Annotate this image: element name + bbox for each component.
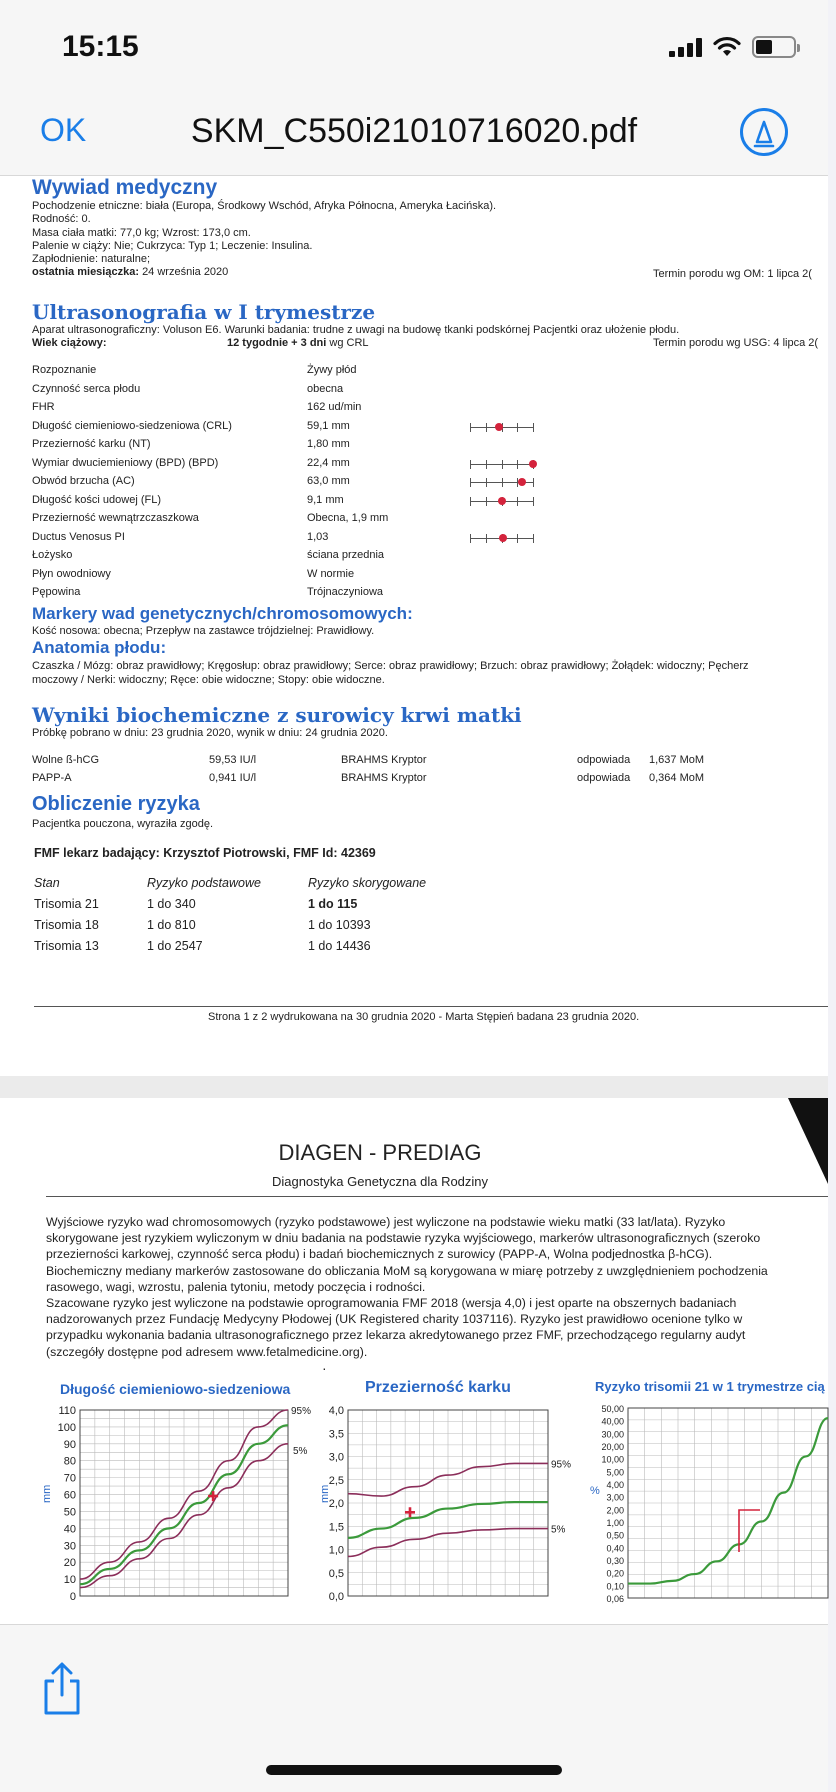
pdf-page-1: Wywiad medyczny Pochodzenie etniczne: biała (Europa, Środkowy Wschód, Afryka Północna, Ameryka Łacińska). Rodność: 0. Masa ciała matki: 77,0 kg; Wzrost: 173,0 cm. Palenie w ciąży: Nie; Cukrzyca: Typ 1; Leczenie: Insulina. Zapłodnienie: naturalne; ostatnia miesiączka: 24 września 2020 Termin porodu wg OM: 1 lipca 2( Ultrasonografia w I trymestrze Aparat ultrasonograficzny: Voluson E6. Warunki badania: trudne z uwagi na budowę tkanki podskórnej Pacjentki oraz ułożenie płodu. Wiek ciążowy: 12 tygodnie + 3 dni wg CRL Termin porodu wg USG: 4 lipca 2( Rozpoznanie Żywy płód Czynność serca płodu obecna FHR 162 ud/min Długość ciemieniowo-siedzeniowa (CRL) 59,1 mm Przezierność karku (NT) 1,80 mm Wymiar dwuciemieniowy (BPD) (BPD) 22,4 mm Obwód brzucha (AC) 63,0 mm Długość kości udowej (FL) 9,1 mm Przezierność wewnątrzczaszkowa Obecna, 1,9 mm Ductus Venosus PI 1,03 Łożysko ściana przednia Płyn owodniowy W normie Pępowina Trójnaczyniowa Markery wad genetycznych/chromosomowych: Kość nosowa: obecna; Przepływ na zastawce trójdzielnej: Prawidłowy. Anatomia płodu: Czaszka / Mózg: obraz prawidłowy; Kręgosłup: obraz prawidłowy; Serce: obraz prawidłowy; Brzuch: obraz prawidłowy; Żołądek: widoczny; Pęcherz moczowy / Nerki: widoczny; Ręce: obie widoczne; Stopy: obie widoczne. Wyniki biochemiczne z surowicy krwi matki Próbkę pobrano w dniu: 23 grudnia 2020, wynik w dniu: 24 grudnia 2020. Wolne ß-hCG 59,53 IU/l BRAHMS Kryptor odpowiada 1,637 MoM PAPP-A 0,941 IU/l BRAHMS Kryptor odpowiada 0,364 MoM Obliczenie ryzyka Pacjentka pouczona, wyraziła zgodę. FMF lekarz badający: Krzysztof Piotrowski, FMF Id: 42369 Stan Ryzyko podstawowe Ryzyko skorygowane Trisomia 21 1 do 340 1 do 115 Trisomia 18 1 do 810 1 do 10393 Trisomia 13 1 do 2547 1 do 14436 Strona 1 z 2 wydrukowana na 30 grudnia 2020 - Marta Stępień badana 23 grudnia 2020. xyxy=(0,176,828,1076)
pdf-page-2 xyxy=(0,1098,828,1658)
section-title-usg: Ultrasonografia w I trymestrze xyxy=(32,300,376,324)
chart-title-crl: Długość ciemieniowo-siedzeniowa xyxy=(60,1381,291,1397)
finding-value: 1,03 xyxy=(307,530,329,543)
percentile-marker xyxy=(518,478,526,486)
corner-mark xyxy=(788,1098,828,1184)
gestational-age-value: 12 tygodnie + 3 dni wg CRL xyxy=(227,337,369,349)
y-tick-label: 1,0 xyxy=(328,1544,344,1557)
series-label: 95% xyxy=(551,1459,572,1471)
y-tick-label: 110 xyxy=(58,1405,76,1417)
lab-name: DIAGEN - PREDIAG xyxy=(278,1140,482,1165)
risk-explanation: Wyjściowe ryzyko wad chromosomowych (ryzyko podstawowe) jest wyliczone na podstawie wieku matki (33 lat/lata). Ryzyko skorygowane jest ryzykiem wyliczonym w dniu badania na podstawie ryzyka wyjściowego, markerów ultrasonograficznych (szeroko przezierności karkowej, czynność serca płodu) i badań biochemicznych z surowicy (PAPP-A, Wolna podjednostka β-hCG). Biochemiczny mediany markerów zastosowane do obliczania MoM są korygowana w miarę potrzeby z uwzględnieniem pochodzenia rasowego, wagi, wzrostu, palenia tytoniu, metody poczęcia i rodności. Szacowane ryzyko jest wyliczone na podstawie oprogramowania FMF 2018 (wersja 4,0) i jest oparte na obszernych badaniach nadzorowanych przez Fundację Medycyny Płodowej (UK Registered charity 1037116). Ryzyko jest prawidłowo ocenione tylko w przypadku wykonania badania ultrasonograficznego przez lekarza akredytowanego przez FMF, przechodzącego regularny audyt (szczegóły dostępne pod adresem www.fetalmedicine.org). xyxy=(46,1215,768,1359)
y-tick-label: 40,00 xyxy=(601,1416,624,1427)
finding-value: Trójnaczyniowa xyxy=(307,586,384,598)
table-row xyxy=(32,568,812,586)
finding-value: 63,0 mm xyxy=(307,475,350,487)
percentile-marker xyxy=(495,423,503,431)
y-tick-label: 3,0 xyxy=(328,1451,344,1464)
chart-title-t21: Ryzyko trisomii 21 w 1 trymestrze cią xyxy=(595,1379,825,1394)
last-period-value: 24 września 2020 xyxy=(142,266,229,278)
bio-row: PAPP-A 0,941 IU/l BRAHMS Kryptor odpowiada 0,364 MoM xyxy=(32,772,705,784)
y-tick-label: 20 xyxy=(63,1557,76,1570)
y-tick-label: 4,00 xyxy=(606,1480,624,1490)
y-tick-label: 1,00 xyxy=(606,1518,624,1528)
finding-value: 9,1 mm xyxy=(307,493,344,506)
finding-value: obecna xyxy=(307,382,344,395)
y-tick-label: 2,5 xyxy=(328,1474,344,1487)
stray-mark: · xyxy=(322,1360,327,1376)
percentile-scale xyxy=(470,464,534,465)
y-tick-label: 0,10 xyxy=(606,1581,624,1592)
crl-chart xyxy=(40,1398,330,1603)
due-date-om: Termin porodu wg OM: 1 lipca 2( xyxy=(653,268,812,280)
percentile-scale xyxy=(470,427,534,428)
y-tick-label: 10,00 xyxy=(601,1454,624,1465)
finding-value: Żywy płód xyxy=(307,364,357,376)
footer-rule xyxy=(34,1006,828,1007)
y-tick-label: 90 xyxy=(63,1438,76,1451)
finding-label: Wymiar dwuciemieniowy (BPD) (BPD) xyxy=(32,456,219,469)
y-tick-label: 30,00 xyxy=(601,1429,624,1440)
percentile-scale xyxy=(470,538,534,539)
y-tick-label: 0,20 xyxy=(606,1568,624,1579)
percentile-marker xyxy=(529,460,537,468)
section-title-markery: Markery wad genetycznych/chromosomowych: xyxy=(32,604,413,623)
y-tick-label: 2,00 xyxy=(606,1505,624,1516)
y-tick-label: 0,40 xyxy=(606,1543,624,1554)
finding-label: Pępowina xyxy=(32,586,81,598)
table-row xyxy=(32,420,812,438)
y-tick-label: 1,5 xyxy=(328,1521,344,1534)
bio-row: Wolne ß-hCG 59,53 IU/l BRAHMS Kryptor odpowiada 1,637 MoM xyxy=(32,754,705,766)
wifi-icon xyxy=(712,36,742,58)
y-tick-label: 0,0 xyxy=(328,1591,344,1603)
markup-pen-icon[interactable] xyxy=(740,108,788,156)
anatomia-line-1: Czaszka / Mózg: obraz prawidłowy; Kręgosłup: obraz prawidłowy; Serce: obraz prawidłowy; Brzuch: obraz prawidłowy; Żołądek: widoczny; Pęcherz xyxy=(32,660,749,672)
y-tick-label: 30 xyxy=(63,1540,76,1553)
y-tick-label: 100 xyxy=(57,1421,76,1434)
navigation-bar xyxy=(0,100,828,176)
cellular-signal-icon xyxy=(669,37,702,57)
markery-line: Kość nosowa: obecna; Przepływ na zastawce trójdzielnej: Prawidłowy. xyxy=(32,625,375,637)
series-label: 5% xyxy=(551,1524,566,1536)
y-tick-label: 0,5 xyxy=(328,1567,344,1580)
y-tick-label: 4,0 xyxy=(328,1405,344,1417)
chart-title-nt: Przezierność karku xyxy=(365,1379,511,1396)
status-time: 15:15 xyxy=(62,30,139,63)
y-tick-label: 60 xyxy=(63,1489,76,1502)
t21-risk-chart xyxy=(576,1398,828,1604)
risk-marker xyxy=(739,1510,760,1552)
finding-label: Obwód brzucha (AC) xyxy=(32,475,135,487)
section-title-wywiad: Wywiad medyczny xyxy=(32,176,218,199)
sample-date-line: Próbkę pobrano w dniu: 23 grudnia 2020, wynik w dniu: 24 grudnia 2020. xyxy=(32,727,388,739)
section-title-anatomia: Anatomia płodu: xyxy=(32,638,167,657)
percentile-marker xyxy=(498,497,506,505)
bottom-toolbar xyxy=(0,1624,828,1792)
gestational-age-label: Wiek ciążowy: xyxy=(32,337,107,349)
table-row xyxy=(32,401,812,419)
y-tick-label: 20,00 xyxy=(601,1442,624,1452)
table-row xyxy=(32,364,812,382)
finding-label: Czynność serca płodu xyxy=(32,382,141,395)
y-tick-label: 50,00 xyxy=(601,1404,624,1414)
finding-value: Obecna, 1,9 mm xyxy=(307,512,389,524)
y-tick-label: 0,06 xyxy=(606,1594,624,1604)
y-tick-label: 50 xyxy=(63,1506,76,1519)
table-row xyxy=(32,438,812,456)
y-tick-label: 3,5 xyxy=(328,1428,344,1441)
text-line: Zapłodnienie: naturalne; xyxy=(32,253,151,265)
y-tick-label: 0,30 xyxy=(606,1556,624,1566)
home-indicator[interactable] xyxy=(266,1765,562,1775)
ok-button[interactable]: OK xyxy=(40,112,87,148)
table-row xyxy=(32,457,812,475)
table-row xyxy=(32,475,812,493)
y-tick-label: 40 xyxy=(63,1523,76,1536)
percentile-scale xyxy=(470,501,534,502)
table-row xyxy=(32,586,812,604)
status-bar xyxy=(0,0,828,100)
finding-label: Długość kości udowej (FL) xyxy=(32,493,161,506)
y-axis-label: mm xyxy=(319,1484,331,1503)
finding-label: FHR xyxy=(32,401,55,413)
finding-value: 22,4 mm xyxy=(307,456,350,469)
section-title-ryzyko: Obliczenie ryzyka xyxy=(32,793,200,815)
patient-marker xyxy=(208,1491,218,1501)
y-tick-label: 2,0 xyxy=(328,1498,344,1510)
section-title-biochemia: Wyniki biochemiczne z surowicy krwi matki xyxy=(32,703,522,727)
finding-value: 59,1 mm xyxy=(307,419,350,432)
last-period-line xyxy=(32,266,228,278)
y-tick-label: 5,00 xyxy=(606,1467,624,1478)
finding-value: W normie xyxy=(307,567,355,580)
finding-label: Przezierność karku (NT) xyxy=(32,438,151,450)
text-line: Palenie w ciąży: Nie; Cukrzyca: Typ 1; Leczenie: Insulina. xyxy=(32,240,313,252)
percentile-scale xyxy=(470,482,534,483)
finding-label: Łożysko xyxy=(32,549,73,561)
series-label: 95% xyxy=(291,1406,312,1417)
table-row xyxy=(32,494,812,512)
finding-label: Ductus Venosus PI xyxy=(32,530,125,543)
table-row xyxy=(32,531,812,549)
patient-marker xyxy=(405,1507,415,1517)
text-line: Masa ciała matki: 77,0 kg; Wzrost: 173,0 cm. xyxy=(32,227,251,239)
anatomia-line-2: moczowy / Nerki: widoczny; Ręce: obie widoczne; Stopy: obie widoczne. xyxy=(32,674,385,686)
battery-icon xyxy=(752,36,796,58)
text-line: Pochodzenie etniczne: biała (Europa, Środkowy Wschód, Afryka Północna, Ameryka Łacińska). xyxy=(32,200,497,212)
table-row xyxy=(32,512,812,530)
table-row xyxy=(32,549,812,567)
header-rule xyxy=(46,1196,828,1197)
share-icon[interactable] xyxy=(40,1661,84,1717)
nt-chart xyxy=(318,1398,580,1603)
finding-label: Płyn owodniowy xyxy=(32,567,111,580)
y-tick-label: 0 xyxy=(69,1591,76,1603)
y-tick-label: 0,50 xyxy=(606,1530,624,1541)
finding-value: 1,80 mm xyxy=(307,438,350,450)
percentile-marker xyxy=(499,534,507,542)
finding-label: Przezierność wewnątrzczaszkowa xyxy=(32,512,199,524)
doctor-line: FMF lekarz badający: Krzysztof Piotrowski, FMF Id: 42369 xyxy=(34,846,376,860)
table-row xyxy=(32,383,812,401)
last-period-label: ostatnia miesiączka: xyxy=(32,266,139,278)
page-footer: Strona 1 z 2 wydrukowana na 30 grudnia 2020 - Marta Stępień badana 23 grudnia 2020. xyxy=(208,1011,640,1023)
document-scroll-area[interactable] xyxy=(0,176,828,1624)
finding-label: Rozpoznanie xyxy=(32,364,97,376)
finding-value: ściana przednia xyxy=(307,549,385,561)
lab-subtitle: Diagnostyka Genetyczna dla Rodziny xyxy=(271,1174,489,1189)
finding-label: Długość ciemieniowo-siedzeniowa (CRL) xyxy=(32,419,232,432)
y-axis-label: % xyxy=(590,1485,600,1497)
y-tick-label: 80 xyxy=(63,1455,76,1468)
y-axis-label: mm xyxy=(41,1484,53,1503)
consent-line: Pacjentka pouczona, wyraziła zgodę. xyxy=(32,818,213,830)
finding-value: 162 ud/min xyxy=(307,401,362,413)
y-tick-label: 10 xyxy=(63,1574,76,1587)
text-line: Rodność: 0. xyxy=(32,213,91,225)
y-tick-label: 3,00 xyxy=(606,1492,624,1503)
status-icons xyxy=(669,36,796,58)
document-title: SKM_C550i21010716020.pdf xyxy=(190,112,638,150)
y-tick-label: 70 xyxy=(63,1472,76,1485)
due-date-usg: Termin porodu wg USG: 4 lipca 2( xyxy=(653,337,819,349)
usg-device-line: Aparat ultrasonograficzny: Voluson E6. Warunki badania: trudne z uwagi na budowę tkanki podskórnej Pacjentki oraz ułożenie płodu. xyxy=(32,324,680,336)
series-label: 5% xyxy=(293,1445,308,1457)
